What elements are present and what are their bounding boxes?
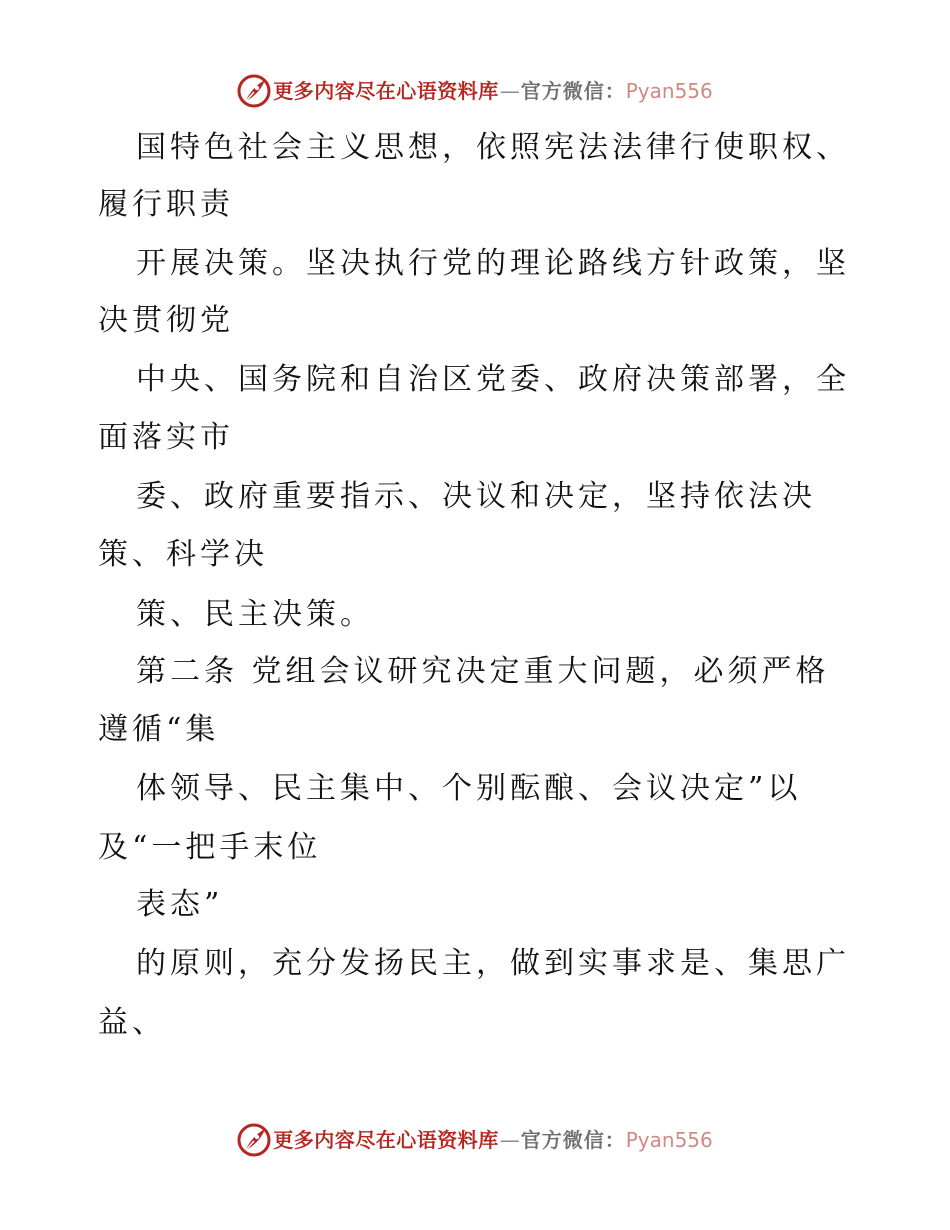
feather-pen-logo-icon — [237, 74, 271, 108]
body-line: 第二条 党组会议研究决定重大问题，必须严格 — [136, 654, 830, 689]
body-line: 中央、国务院和自治区党委、政府决策部署，全 — [136, 362, 850, 397]
body-line: 体领导、民主集中、个别酝酿、会议决定”以 — [136, 771, 802, 806]
footer-banner-text — [273, 1130, 713, 1150]
body-line: 策、科学决 — [98, 537, 268, 572]
footer-banner — [0, 1120, 950, 1160]
body-line: 委、政府重要指示、决议和决定，坚持依法决 — [136, 479, 816, 514]
body-line: 国特色社会主义思想，依照宪法法律行使职权、 — [136, 130, 850, 165]
header-banner — [0, 71, 950, 111]
footer-banner-title: 更多内容尽在心语资料库 — [273, 1128, 499, 1152]
feather-pen-logo-icon — [237, 1123, 271, 1157]
header-banner-text — [273, 81, 713, 101]
body-line: 开展决策。坚决执行党的理论路线方针政策，坚 — [136, 246, 850, 281]
body-line: 决贯彻党 — [98, 303, 234, 338]
body-line: 策、民主决策。 — [136, 597, 374, 632]
body-line: 及“一把手末位 — [98, 830, 322, 865]
body-line: 益、 — [98, 1005, 166, 1040]
header-banner-wechat-id: Pyan556 — [625, 79, 713, 103]
body-line: 遵循“集 — [98, 712, 220, 747]
header-banner-label: 官方微信： — [520, 79, 626, 103]
body-line: 表态” — [136, 887, 224, 922]
header-banner-separator: — — [499, 79, 520, 103]
header-banner-title: 更多内容尽在心语资料库 — [273, 79, 499, 103]
body-line: 履行职责 — [98, 187, 234, 222]
footer-banner-label: 官方微信： — [520, 1128, 626, 1152]
body-line: 面落实市 — [98, 420, 234, 455]
footer-banner-wechat-id: Pyan556 — [625, 1128, 713, 1152]
body-line: 的原则，充分发扬民主，做到实事求是、集思广 — [136, 946, 850, 981]
footer-banner-separator: — — [499, 1128, 520, 1152]
